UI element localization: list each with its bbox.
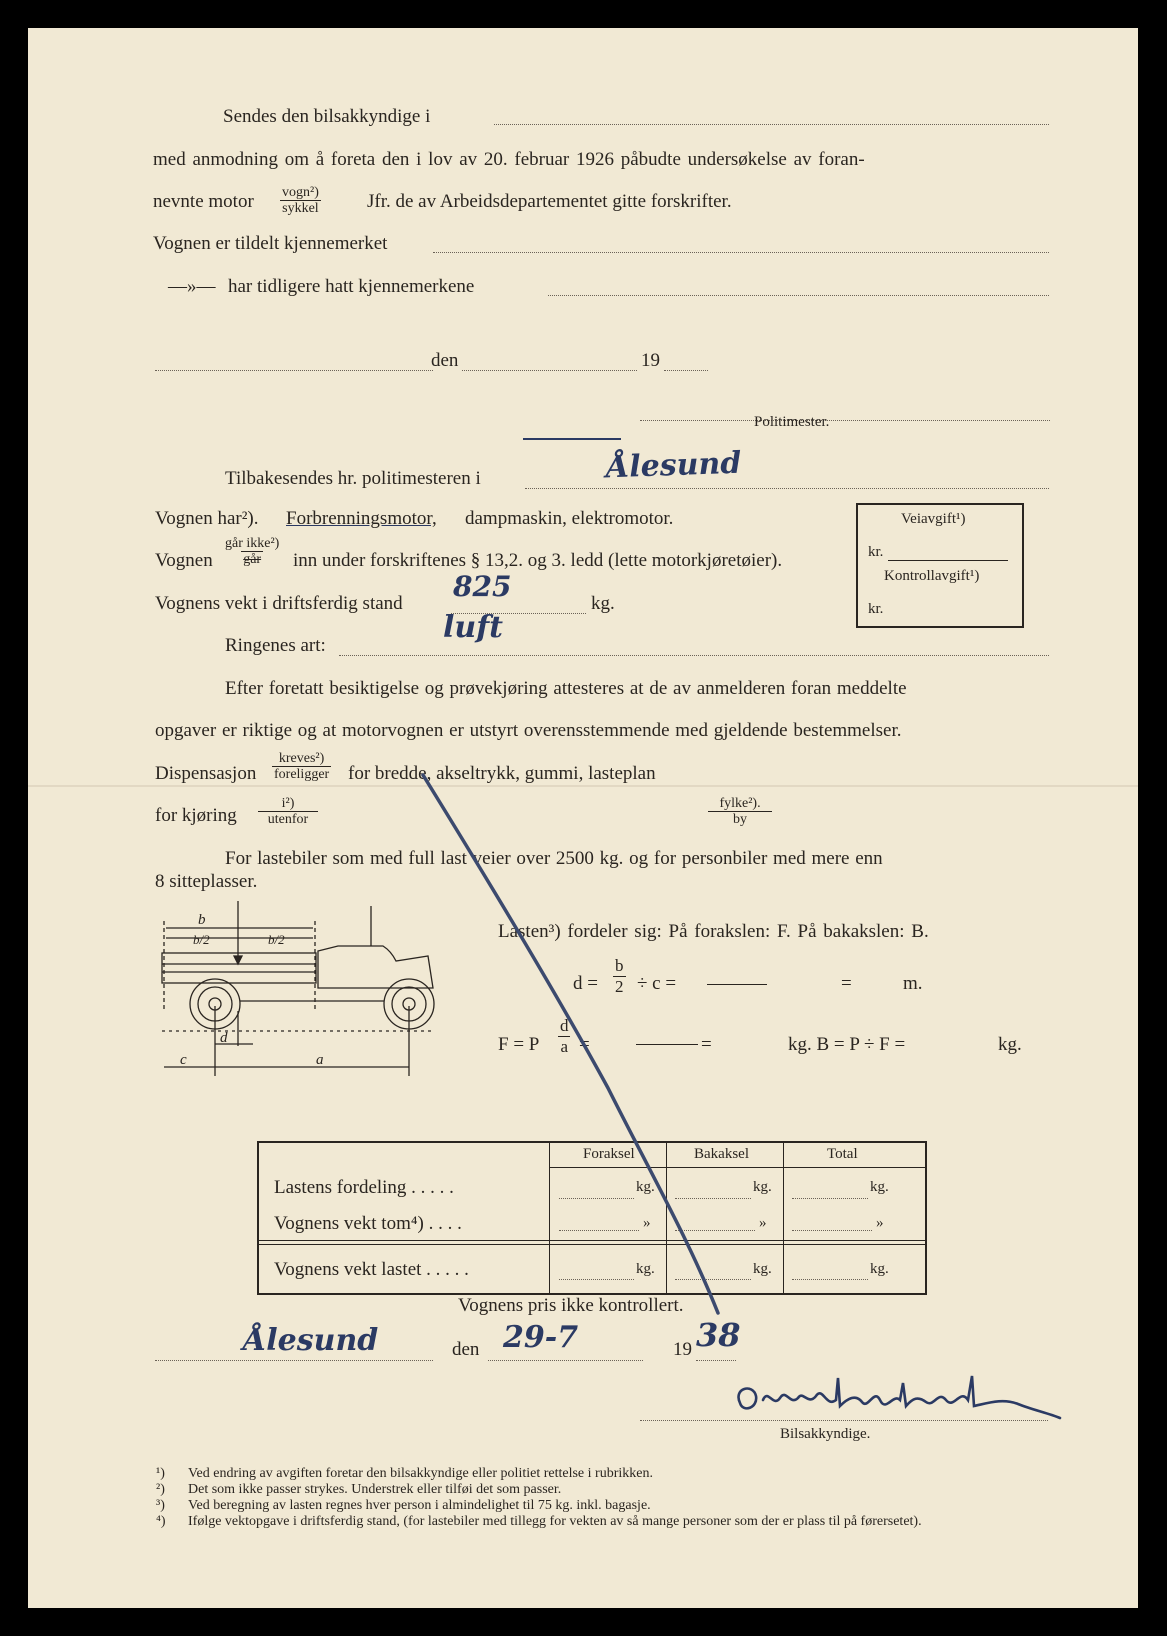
- den-label-1: den: [431, 350, 459, 371]
- veiavgift-field[interactable]: [888, 560, 1008, 561]
- nevnte-motor-label: nevnte motor: [153, 191, 254, 212]
- vekt-label: Vognens vekt i driftsferdig stand: [155, 593, 403, 614]
- vekt-value: 825: [453, 570, 512, 603]
- kjennemerke-field[interactable]: [433, 252, 1049, 253]
- tilbakesendes-label: Tilbakesendes hr. politimesteren i: [225, 468, 481, 489]
- cell-tom-total[interactable]: [792, 1230, 872, 1231]
- den-label-2: den: [452, 1339, 480, 1360]
- formula-d-label: d =: [573, 973, 598, 994]
- jfr-text: Jfr. de av Arbeidsdepartementet gitte forskrifter.: [367, 191, 732, 212]
- cell-lastens-total[interactable]: [792, 1198, 868, 1199]
- cell-lastet-total[interactable]: [792, 1279, 868, 1280]
- truck-diagram: [158, 896, 478, 1076]
- label-d: d: [220, 1030, 228, 1046]
- formula-f-label: F = P: [498, 1034, 540, 1055]
- row-lastens-label: Lastens fordeling . . . . .: [274, 1177, 454, 1198]
- pris-note: Vognens pris ikke kontrollert.: [458, 1295, 684, 1316]
- kreves-fraction: kreves²) foreligger: [274, 751, 330, 782]
- year-prefix-1: 19: [641, 350, 660, 371]
- date-field-2[interactable]: [488, 1360, 643, 1361]
- kontrollavgift-kr: kr.: [868, 601, 884, 617]
- politimester-signature-field[interactable]: [640, 420, 1050, 421]
- footnote-text-2: Det som ikke passer strykes. Understrek eller tilføi det som passer.: [188, 1482, 562, 1497]
- label-c: c: [180, 1052, 187, 1068]
- weight-table-frame: [257, 1141, 927, 1295]
- ringenes-label: Ringenes art:: [225, 635, 326, 656]
- label-b-half-1: b/2: [193, 932, 210, 947]
- cell-lastens-foraksel-unit: kg.: [636, 1179, 655, 1195]
- load-arrowhead: [234, 956, 242, 964]
- handwritten-line: [523, 438, 621, 440]
- formula-d-unit: m.: [903, 973, 923, 994]
- lastebiler-text-1: For lastebiler som med full last veier over 2500 kg. og for personbiler med mere enn: [225, 848, 883, 869]
- cell-lastet-bakaksel-unit: kg.: [753, 1261, 772, 1277]
- row-sep-2: [259, 1244, 925, 1245]
- label-b: b: [198, 912, 206, 928]
- gaar-ikke-fraction: går ikke²) går: [225, 536, 280, 567]
- cell-lastens-bakaksel-unit: kg.: [753, 1179, 772, 1195]
- year-field-1[interactable]: [664, 370, 708, 371]
- sendes-field[interactable]: [494, 124, 1049, 125]
- kontrollavgift-label: Kontrollavgift¹): [884, 568, 980, 584]
- cell-tom-bakaksel-mark: »: [759, 1215, 767, 1231]
- footnote-marker-3: ³): [156, 1498, 165, 1513]
- cell-lastet-foraksel[interactable]: [559, 1279, 634, 1280]
- cell-tom-total-mark: »: [876, 1215, 884, 1231]
- year-prefix-2: 19: [673, 1339, 692, 1360]
- header-sep: [549, 1167, 925, 1168]
- row-sep-1: [259, 1240, 925, 1241]
- cell-tom-foraksel-mark: »: [643, 1215, 651, 1231]
- efter-text-1: Efter foretatt besiktigelse og prøvekjøring attesteres at de av anmelderen foran meddelte: [225, 678, 907, 699]
- other-motors-text: dampmaskin, elektromotor.: [465, 508, 674, 529]
- dispensasjon-items: for bredde, akseltrykk, gummi, lasteplan: [348, 763, 656, 784]
- row-vekt-lastet-label: Vognens vekt lastet . . . . .: [274, 1259, 469, 1280]
- vognen-label-2: Vognen: [155, 550, 213, 571]
- handwritten-place-1: Ålesund: [605, 445, 742, 486]
- tidligere-label: har tidligere hatt kjennemerkene: [228, 276, 475, 297]
- row-vekt-tom-label: Vognens vekt tom⁴) . . . .: [274, 1213, 462, 1234]
- fold-line: [28, 785, 1138, 787]
- vogn-sykkel-fraction: vogn²) sykkel: [282, 185, 319, 216]
- formula-f-eq1: =: [579, 1034, 590, 1055]
- formula-b-text: kg. B = P ÷ F =: [788, 1034, 906, 1055]
- col-sep-2: [666, 1143, 667, 1293]
- truck-cab: [318, 946, 433, 988]
- sted-field-1[interactable]: [155, 370, 433, 371]
- footnote-text-1: Ved endring av avgiften foretar den bilsakkyndige eller politiet rettelse i rubrikken.: [188, 1466, 653, 1481]
- footnote-marker-2: ²): [156, 1482, 165, 1497]
- handwritten-date: 29-7: [503, 1320, 579, 1355]
- cell-tom-foraksel[interactable]: [559, 1230, 639, 1231]
- formula-f-field[interactable]: [636, 1044, 698, 1045]
- form-page: [28, 28, 1138, 1608]
- cell-lastet-total-unit: kg.: [870, 1261, 889, 1277]
- col-sep-1: [549, 1143, 550, 1293]
- forskriftenes-text: inn under forskriftenes § 13,2. og 3. ledd (lette motorkjøretøier).: [293, 550, 783, 571]
- th-total: Total: [827, 1146, 858, 1162]
- veiavgift-kr: kr.: [868, 544, 884, 560]
- formula-d-eq: =: [841, 973, 852, 994]
- cell-lastens-foraksel[interactable]: [559, 1198, 634, 1199]
- formula-f-eq2: =: [701, 1034, 712, 1055]
- cell-lastet-foraksel-unit: kg.: [636, 1261, 655, 1277]
- formula-d-rest: ÷ c =: [637, 973, 677, 994]
- formula-b-over-2: $\frac{b}{2}$: [615, 956, 624, 996]
- label-a: a: [316, 1052, 324, 1068]
- cell-lastens-total-unit: kg.: [870, 1179, 889, 1195]
- th-bakaksel: Bakaksel: [694, 1146, 749, 1162]
- cell-tom-bakaksel[interactable]: [675, 1230, 755, 1231]
- cell-lastens-bakaksel[interactable]: [675, 1198, 751, 1199]
- cell-lastet-bakaksel[interactable]: [675, 1279, 751, 1280]
- lasten-fordeler-text: Lasten³) fordeler sig: På forakslen: F. På bakakslen: B.: [498, 921, 929, 942]
- anmodning-text: med anmodning om å foreta den i lov av 20. februar 1926 påbudte undersøkelse av foran-: [153, 149, 865, 170]
- vognen-har-label: Vognen har²).: [155, 508, 259, 529]
- ditto-mark: —»—: [168, 276, 216, 297]
- footnote-marker-4: ⁴): [156, 1514, 166, 1529]
- bilsakkyndige-field[interactable]: [640, 1420, 1048, 1421]
- vekt-unit: kg.: [591, 593, 615, 614]
- ringenes-value: luft: [443, 610, 503, 645]
- i-utenfor-fraction: i²) utenfor: [258, 796, 318, 827]
- formula-d-over-a: $\frac{d}{a}$: [560, 1016, 569, 1056]
- lastebiler-text-2: 8 sitteplasser.: [155, 871, 258, 892]
- signature-stroke: [739, 1376, 1060, 1418]
- efter-text-2: opgaver er riktige og at motorvognen er utstyrt overensstemmende med gjeldende bestemmelser.: [155, 720, 902, 741]
- date-field-1[interactable]: [462, 370, 637, 371]
- footnote-text-4: Ifølge vektopgave i driftsferdig stand, (for lastebiler med tillegg for vekten av så mange personer som der er plass til på førersetet).: [188, 1514, 922, 1529]
- ringenes-field[interactable]: [339, 655, 1049, 656]
- kjoring-label: for kjøring: [155, 805, 237, 826]
- forbrenningsmotor-option: Forbrenningsmotor,: [286, 508, 437, 529]
- handwritten-place-2: Ålesund: [243, 1323, 379, 1358]
- sted-field-2[interactable]: [155, 1360, 433, 1361]
- handwritten-year: 38: [696, 1316, 741, 1354]
- footnote-marker-1: ¹): [156, 1466, 165, 1481]
- formula-d-field-1[interactable]: [707, 984, 767, 985]
- bilsakkyndige-label: Bilsakkyndige.: [780, 1426, 871, 1442]
- dispensasjon-label: Dispensasjon: [155, 763, 257, 784]
- tildelt-label: Vognen er tildelt kjennemerket: [153, 233, 388, 254]
- veiavgift-label: Veiavgift¹): [901, 511, 966, 527]
- tilbakesendes-field[interactable]: [525, 488, 1049, 489]
- tidligere-field[interactable]: [548, 295, 1049, 296]
- fylke-by-fraction: fylke²). by: [708, 796, 772, 827]
- label-b-half-2: b/2: [268, 932, 285, 947]
- col-sep-3: [783, 1143, 784, 1293]
- politimester-label: Politimester.: [754, 414, 830, 430]
- avgift-box: [856, 503, 1024, 628]
- formula-kg-end: kg.: [998, 1034, 1022, 1055]
- sendes-label: Sendes den bilsakkyndige i: [223, 106, 431, 127]
- th-foraksel: Foraksel: [583, 1146, 635, 1162]
- footnote-text-3: Ved beregning av lasten regnes hver person i almindelighet til 75 kg. inkl. bagasje.: [188, 1498, 651, 1513]
